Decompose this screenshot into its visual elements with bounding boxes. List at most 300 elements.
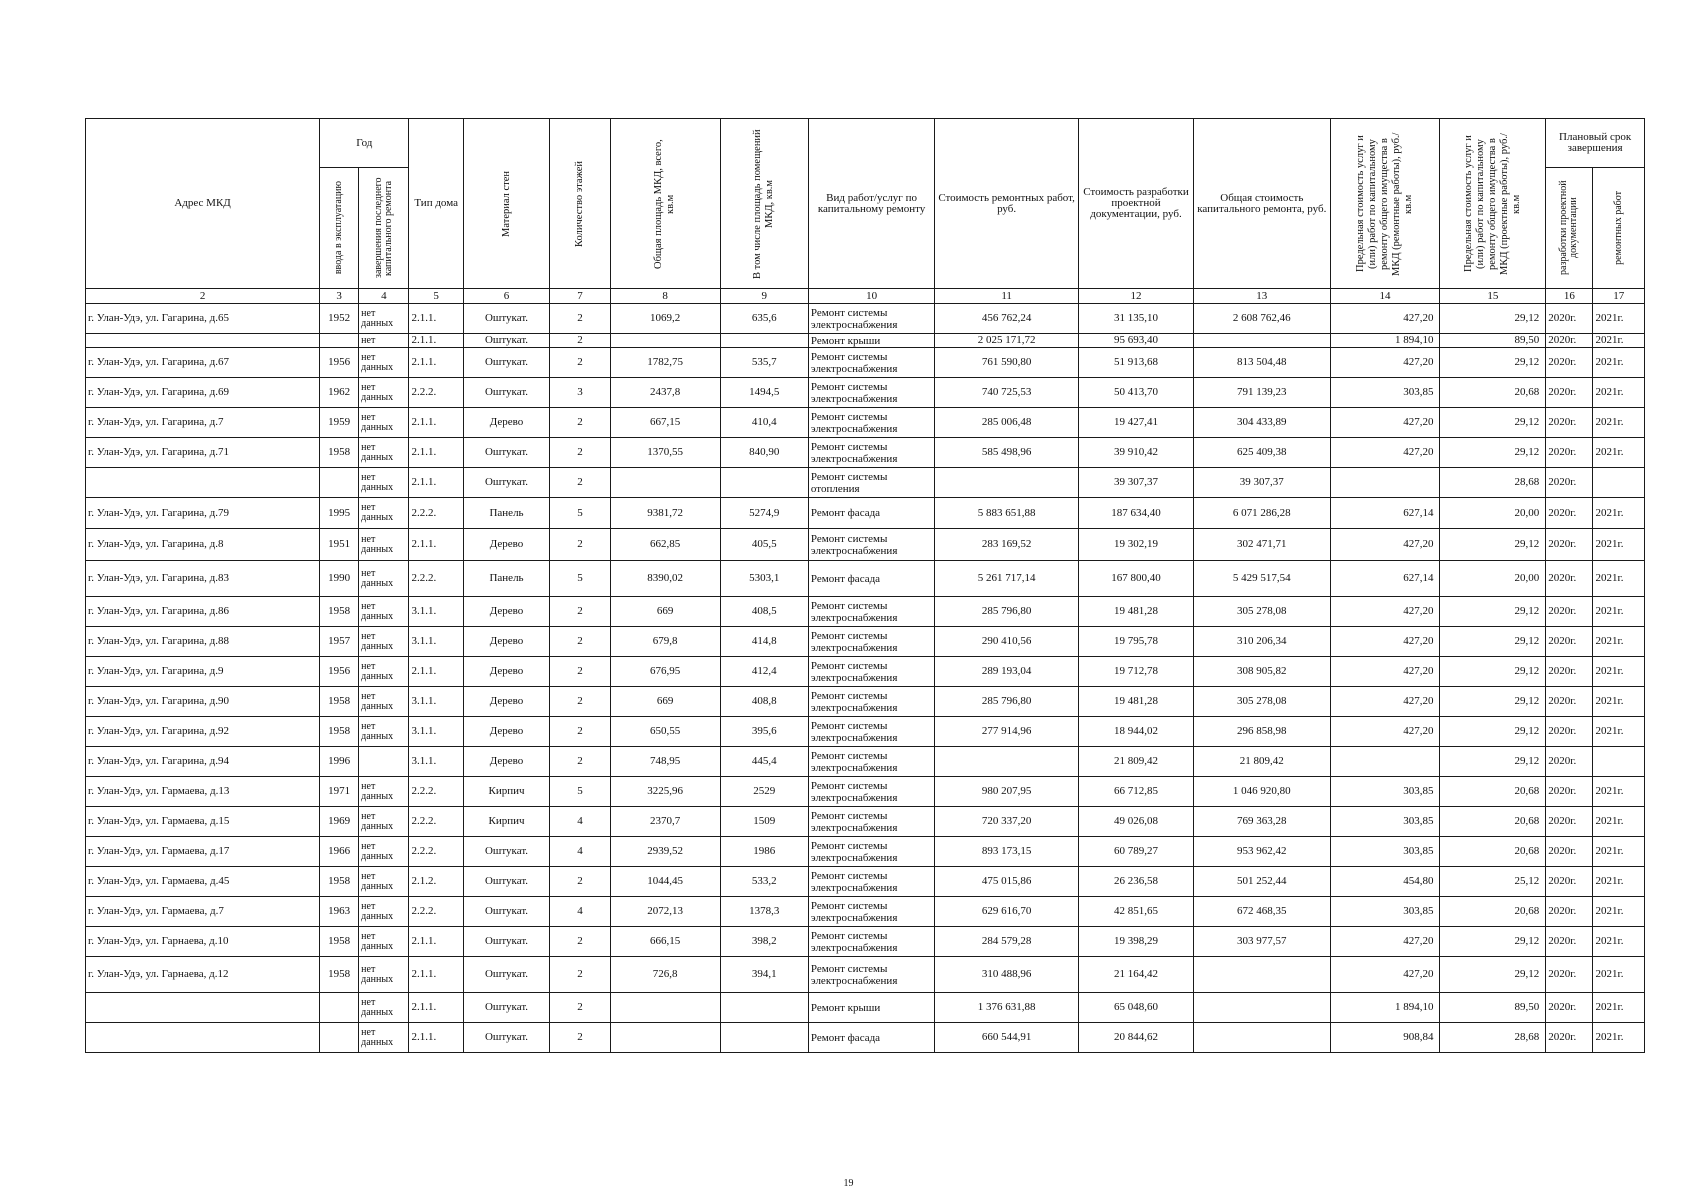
cell-limit-design: 29,12 — [1440, 627, 1546, 657]
cell-limit-design: 29,12 — [1440, 747, 1546, 777]
cell-plan-repair — [1593, 747, 1645, 777]
cell-total-area: 667,15 — [610, 408, 720, 438]
cell-design-cost: 60 789,27 — [1079, 837, 1194, 867]
cell-limit-repair: 303,85 — [1330, 777, 1440, 807]
cell-address — [86, 993, 320, 1023]
cell-wall-material: Оштукат. — [463, 468, 549, 498]
cell-address: г. Улан-Удэ, ул. Гармаева, д.13 — [86, 777, 320, 807]
cell-floors: 2 — [550, 957, 611, 993]
cell-wall-material: Оштукат. — [463, 837, 549, 867]
cell-repair-cost: 310 488,96 — [935, 957, 1079, 993]
cell-house-type: 2.1.1. — [409, 657, 463, 687]
cell-design-cost: 19 481,28 — [1079, 597, 1194, 627]
cell-floors: 2 — [550, 348, 611, 378]
col-room-area-header: В том числе площадь помещений МКД, кв.м — [720, 119, 808, 289]
cell-wall-material: Дерево — [463, 687, 549, 717]
cell-work-type: Ремонт системы электроснабжения — [808, 807, 934, 837]
cell-total-area: 669 — [610, 597, 720, 627]
cell-floors: 4 — [550, 807, 611, 837]
column-number-cell: 3 — [320, 289, 359, 304]
cell-plan-design: 2020г. — [1546, 837, 1593, 867]
col-limit-repair-header: Предельная стоимость услуг и (или) работ по капитальному ремонту общего имущества в МКД (ремонтные работы), руб./кв.м — [1330, 119, 1440, 289]
cell-year-commission: 1958 — [320, 717, 359, 747]
cell-total-cost: 303 977,57 — [1194, 927, 1331, 957]
cell-room-area — [720, 993, 808, 1023]
cell-total-area — [610, 993, 720, 1023]
cell-work-type: Ремонт системы электроснабжения — [808, 378, 934, 408]
cell-year-commission: 1958 — [320, 687, 359, 717]
cell-room-area: 412,4 — [720, 657, 808, 687]
col-address-header: Адрес МКД — [86, 119, 320, 289]
cell-limit-design: 29,12 — [1440, 687, 1546, 717]
cell-wall-material: Панель — [463, 498, 549, 529]
cell-year-commission: 1990 — [320, 561, 359, 597]
column-number-cell: 17 — [1593, 289, 1645, 304]
cell-house-type: 2.1.1. — [409, 927, 463, 957]
cell-wall-material: Оштукат. — [463, 378, 549, 408]
cell-total-area: 679,8 — [610, 627, 720, 657]
cell-room-area: 395,6 — [720, 717, 808, 747]
cell-limit-repair: 627,14 — [1330, 498, 1440, 529]
cell-plan-design: 2020г. — [1546, 717, 1593, 747]
cell-plan-repair: 2021г. — [1593, 927, 1645, 957]
cell-design-cost: 66 712,85 — [1079, 777, 1194, 807]
cell-room-area: 2529 — [720, 777, 808, 807]
cell-house-type: 2.1.1. — [409, 438, 463, 468]
cell-total-area: 662,85 — [610, 529, 720, 561]
cell-address: г. Улан-Удэ, ул. Гагарина, д.7 — [86, 408, 320, 438]
cell-total-cost: 305 278,08 — [1194, 597, 1331, 627]
cell-work-type: Ремонт системы электроснабжения — [808, 304, 934, 334]
cell-total-cost: 296 858,98 — [1194, 717, 1331, 747]
cell-wall-material: Дерево — [463, 717, 549, 747]
cell-floors: 2 — [550, 747, 611, 777]
column-number-cell: 9 — [720, 289, 808, 304]
table-row — [86, 1023, 1645, 1053]
cell-floors: 2 — [550, 597, 611, 627]
cell-work-type: Ремонт системы электроснабжения — [808, 529, 934, 561]
cell-year-commission: 1963 — [320, 897, 359, 927]
cell-plan-design: 2020г. — [1546, 304, 1593, 334]
cell-limit-design: 20,00 — [1440, 561, 1546, 597]
cell-house-type: 3.1.1. — [409, 687, 463, 717]
cell-floors: 2 — [550, 408, 611, 438]
cell-year-last-repair: нет данных — [359, 1023, 409, 1053]
cell-wall-material: Дерево — [463, 627, 549, 657]
cell-total-area: 1370,55 — [610, 438, 720, 468]
cell-work-type: Ремонт системы электроснабжения — [808, 597, 934, 627]
cell-plan-repair: 2021г. — [1593, 867, 1645, 897]
table-row — [86, 927, 1645, 957]
column-number-cell: 2 — [86, 289, 320, 304]
cell-repair-cost: 285 796,80 — [935, 597, 1079, 627]
cell-year-last-repair: нет данных — [359, 627, 409, 657]
column-numbers-row — [86, 289, 1645, 304]
cell-year-commission: 1952 — [320, 304, 359, 334]
cell-wall-material: Оштукат. — [463, 897, 549, 927]
cell-repair-cost: 283 169,52 — [935, 529, 1079, 561]
cell-limit-design: 20,68 — [1440, 897, 1546, 927]
cell-house-type: 2.1.1. — [409, 957, 463, 993]
col-house-type-header: Тип дома — [409, 119, 463, 289]
cell-repair-cost: 5 261 717,14 — [935, 561, 1079, 597]
cell-limit-design: 28,68 — [1440, 1023, 1546, 1053]
cell-total-cost: 1 046 920,80 — [1194, 777, 1331, 807]
cell-wall-material: Дерево — [463, 657, 549, 687]
cell-house-type: 2.1.1. — [409, 529, 463, 561]
cell-year-last-repair: нет данных — [359, 378, 409, 408]
cell-house-type: 3.1.1. — [409, 717, 463, 747]
cell-wall-material: Дерево — [463, 747, 549, 777]
table-row — [86, 777, 1645, 807]
table-row — [86, 993, 1645, 1023]
cell-total-cost — [1194, 1023, 1331, 1053]
cell-year-last-repair: нет данных — [359, 837, 409, 867]
cell-plan-design: 2020г. — [1546, 348, 1593, 378]
cell-floors: 2 — [550, 657, 611, 687]
cell-design-cost: 50 413,70 — [1079, 378, 1194, 408]
cell-floors: 2 — [550, 687, 611, 717]
cell-plan-repair: 2021г. — [1593, 529, 1645, 561]
cell-limit-repair: 303,85 — [1330, 837, 1440, 867]
cell-plan-design: 2020г. — [1546, 627, 1593, 657]
cell-total-cost: 39 307,37 — [1194, 468, 1331, 498]
cell-total-area: 2939,52 — [610, 837, 720, 867]
cell-limit-design: 20,68 — [1440, 807, 1546, 837]
cell-wall-material: Кирпич — [463, 807, 549, 837]
repair-plan-table — [85, 118, 1645, 1053]
cell-limit-repair — [1330, 747, 1440, 777]
table-row — [86, 657, 1645, 687]
table-row — [86, 529, 1645, 561]
cell-address: г. Улан-Удэ, ул. Гагарина, д.94 — [86, 747, 320, 777]
cell-address: г. Улан-Удэ, ул. Гармаева, д.45 — [86, 867, 320, 897]
cell-total-cost: 791 139,23 — [1194, 378, 1331, 408]
cell-room-area: 410,4 — [720, 408, 808, 438]
cell-total-cost: 625 409,38 — [1194, 438, 1331, 468]
cell-house-type: 2.2.2. — [409, 807, 463, 837]
column-number-cell: 8 — [610, 289, 720, 304]
cell-house-type: 2.2.2. — [409, 378, 463, 408]
cell-total-cost: 953 962,42 — [1194, 837, 1331, 867]
cell-total-area — [610, 334, 720, 348]
cell-year-last-repair: нет данных — [359, 687, 409, 717]
cell-design-cost: 39 307,37 — [1079, 468, 1194, 498]
col-year-last-repair-header: завершения последнего капитального ремонта — [359, 168, 409, 289]
cell-address: г. Улан-Удэ, ул. Гагарина, д.88 — [86, 627, 320, 657]
cell-repair-cost: 475 015,86 — [935, 867, 1079, 897]
cell-limit-repair: 303,85 — [1330, 807, 1440, 837]
cell-limit-design: 29,12 — [1440, 304, 1546, 334]
cell-year-commission: 1951 — [320, 529, 359, 561]
cell-total-cost: 769 363,28 — [1194, 807, 1331, 837]
cell-total-cost: 813 504,48 — [1194, 348, 1331, 378]
cell-limit-repair: 427,20 — [1330, 627, 1440, 657]
cell-limit-repair: 1 894,10 — [1330, 334, 1440, 348]
cell-floors: 2 — [550, 304, 611, 334]
cell-total-area: 3225,96 — [610, 777, 720, 807]
cell-limit-design: 29,12 — [1440, 927, 1546, 957]
cell-repair-cost: 629 616,70 — [935, 897, 1079, 927]
cell-floors: 2 — [550, 993, 611, 1023]
cell-address: г. Улан-Удэ, ул. Гагарина, д.71 — [86, 438, 320, 468]
cell-design-cost: 49 026,08 — [1079, 807, 1194, 837]
cell-year-commission: 1958 — [320, 438, 359, 468]
cell-year-commission: 1971 — [320, 777, 359, 807]
cell-limit-repair: 427,20 — [1330, 687, 1440, 717]
cell-address: г. Улан-Удэ, ул. Гарнаева, д.10 — [86, 927, 320, 957]
cell-plan-repair: 2021г. — [1593, 378, 1645, 408]
cell-total-cost: 6 071 286,28 — [1194, 498, 1331, 529]
cell-wall-material: Дерево — [463, 529, 549, 561]
column-number-cell: 15 — [1440, 289, 1546, 304]
cell-room-area — [720, 1023, 808, 1053]
cell-repair-cost: 284 579,28 — [935, 927, 1079, 957]
cell-total-cost: 501 252,44 — [1194, 867, 1331, 897]
cell-work-type: Ремонт системы электроснабжения — [808, 867, 934, 897]
cell-limit-repair: 303,85 — [1330, 897, 1440, 927]
table-row — [86, 717, 1645, 747]
cell-plan-repair: 2021г. — [1593, 837, 1645, 867]
cell-year-last-repair: нет данных — [359, 529, 409, 561]
cell-house-type: 2.1.1. — [409, 408, 463, 438]
cell-house-type: 2.1.1. — [409, 468, 463, 498]
header-row-1 — [86, 119, 1645, 168]
cell-room-area: 1509 — [720, 807, 808, 837]
cell-work-type: Ремонт системы электроснабжения — [808, 627, 934, 657]
cell-total-area: 2072,13 — [610, 897, 720, 927]
cell-repair-cost: 720 337,20 — [935, 807, 1079, 837]
cell-limit-repair: 303,85 — [1330, 378, 1440, 408]
cell-total-area: 1069,2 — [610, 304, 720, 334]
table-row — [86, 378, 1645, 408]
cell-total-area: 669 — [610, 687, 720, 717]
cell-total-cost: 21 809,42 — [1194, 747, 1331, 777]
cell-repair-cost: 1 376 631,88 — [935, 993, 1079, 1023]
table-row — [86, 561, 1645, 597]
cell-year-commission: 1969 — [320, 807, 359, 837]
cell-plan-design: 2020г. — [1546, 807, 1593, 837]
cell-floors: 2 — [550, 927, 611, 957]
cell-floors: 5 — [550, 498, 611, 529]
cell-year-last-repair: нет данных — [359, 597, 409, 627]
cell-year-commission: 1958 — [320, 927, 359, 957]
cell-work-type: Ремонт системы электроснабжения — [808, 837, 934, 867]
cell-design-cost: 21 164,42 — [1079, 957, 1194, 993]
cell-room-area: 635,6 — [720, 304, 808, 334]
cell-work-type: Ремонт системы электроснабжения — [808, 927, 934, 957]
cell-year-commission: 1957 — [320, 627, 359, 657]
cell-repair-cost: 585 498,96 — [935, 438, 1079, 468]
cell-limit-repair: 1 894,10 — [1330, 993, 1440, 1023]
table-row — [86, 627, 1645, 657]
cell-work-type: Ремонт фасада — [808, 1023, 934, 1053]
cell-design-cost: 26 236,58 — [1079, 867, 1194, 897]
col-design-cost-header: Стоимость разработки проектной документации, руб. — [1079, 119, 1194, 289]
cell-floors: 4 — [550, 837, 611, 867]
cell-design-cost: 21 809,42 — [1079, 747, 1194, 777]
cell-year-last-repair: нет данных — [359, 468, 409, 498]
cell-plan-design: 2020г. — [1546, 438, 1593, 468]
cell-plan-repair: 2021г. — [1593, 807, 1645, 837]
cell-plan-design: 2020г. — [1546, 993, 1593, 1023]
cell-limit-design: 20,68 — [1440, 837, 1546, 867]
cell-work-type: Ремонт системы электроснабжения — [808, 747, 934, 777]
cell-room-area: 408,8 — [720, 687, 808, 717]
cell-room-area: 408,5 — [720, 597, 808, 627]
cell-total-area: 1044,45 — [610, 867, 720, 897]
cell-floors: 5 — [550, 777, 611, 807]
cell-repair-cost: 5 883 651,88 — [935, 498, 1079, 529]
cell-year-last-repair: нет данных — [359, 657, 409, 687]
cell-plan-repair: 2021г. — [1593, 334, 1645, 348]
cell-year-commission — [320, 1023, 359, 1053]
cell-design-cost: 187 634,40 — [1079, 498, 1194, 529]
cell-work-type: Ремонт фасада — [808, 561, 934, 597]
cell-address: г. Улан-Удэ, ул. Гармаева, д.7 — [86, 897, 320, 927]
cell-year-last-repair: нет — [359, 334, 409, 348]
cell-limit-design: 20,00 — [1440, 498, 1546, 529]
cell-plan-design: 2020г. — [1546, 897, 1593, 927]
cell-year-commission — [320, 334, 359, 348]
table-row — [86, 438, 1645, 468]
table-row — [86, 957, 1645, 993]
cell-address: г. Улан-Удэ, ул. Гагарина, д.67 — [86, 348, 320, 378]
cell-floors: 2 — [550, 1023, 611, 1053]
cell-house-type: 3.1.1. — [409, 597, 463, 627]
cell-design-cost: 51 913,68 — [1079, 348, 1194, 378]
cell-plan-repair: 2021г. — [1593, 627, 1645, 657]
cell-repair-cost: 761 590,80 — [935, 348, 1079, 378]
cell-plan-design: 2020г. — [1546, 334, 1593, 348]
cell-work-type: Ремонт системы электроснабжения — [808, 348, 934, 378]
cell-address: г. Улан-Удэ, ул. Гагарина, д.90 — [86, 687, 320, 717]
cell-year-commission: 1966 — [320, 837, 359, 867]
table-body — [86, 304, 1645, 1053]
cell-limit-design: 29,12 — [1440, 529, 1546, 561]
cell-plan-repair: 2021г. — [1593, 687, 1645, 717]
table-row — [86, 468, 1645, 498]
cell-work-type: Ремонт системы электроснабжения — [808, 957, 934, 993]
cell-total-area: 1782,75 — [610, 348, 720, 378]
cell-plan-repair: 2021г. — [1593, 897, 1645, 927]
cell-plan-design: 2020г. — [1546, 561, 1593, 597]
cell-total-area: 2370,7 — [610, 807, 720, 837]
cell-total-area: 8390,02 — [610, 561, 720, 597]
col-total-area-header: Общая площадь МКД, всего, кв.м — [610, 119, 720, 289]
cell-address: г. Улан-Удэ, ул. Гагарина, д.79 — [86, 498, 320, 529]
cell-limit-design: 89,50 — [1440, 334, 1546, 348]
cell-plan-design: 2020г. — [1546, 468, 1593, 498]
cell-work-type: Ремонт системы электроснабжения — [808, 897, 934, 927]
page-number: 19 — [843, 1178, 854, 1189]
col-plan-repair-header: ремонтных работ — [1593, 168, 1645, 289]
cell-house-type: 2.2.2. — [409, 777, 463, 807]
cell-plan-repair: 2021г. — [1593, 498, 1645, 529]
cell-wall-material: Оштукат. — [463, 334, 549, 348]
cell-address: г. Улан-Удэ, ул. Гармаева, д.17 — [86, 837, 320, 867]
cell-year-commission: 1995 — [320, 498, 359, 529]
cell-plan-repair: 2021г. — [1593, 717, 1645, 747]
cell-plan-repair: 2021г. — [1593, 408, 1645, 438]
cell-address: г. Улан-Удэ, ул. Гагарина, д.8 — [86, 529, 320, 561]
cell-plan-design: 2020г. — [1546, 378, 1593, 408]
cell-year-last-repair: нет данных — [359, 927, 409, 957]
cell-house-type: 2.2.2. — [409, 837, 463, 867]
cell-year-last-repair: нет данных — [359, 304, 409, 334]
col-plan-design-header: разработки проектной документации — [1546, 168, 1593, 289]
cell-limit-repair: 427,20 — [1330, 717, 1440, 747]
cell-year-last-repair: нет данных — [359, 777, 409, 807]
cell-room-area: 1986 — [720, 837, 808, 867]
cell-year-commission — [320, 468, 359, 498]
cell-plan-design: 2020г. — [1546, 777, 1593, 807]
column-number-cell: 14 — [1330, 289, 1440, 304]
table-row — [86, 498, 1645, 529]
cell-floors: 2 — [550, 529, 611, 561]
cell-year-last-repair: нет данных — [359, 438, 409, 468]
cell-floors: 2 — [550, 438, 611, 468]
cell-design-cost: 19 481,28 — [1079, 687, 1194, 717]
table-row — [86, 334, 1645, 348]
cell-limit-repair: 627,14 — [1330, 561, 1440, 597]
table-row — [86, 867, 1645, 897]
cell-work-type: Ремонт фасада — [808, 498, 934, 529]
cell-work-type: Ремонт системы электроснабжения — [808, 777, 934, 807]
cell-limit-design: 25,12 — [1440, 867, 1546, 897]
cell-design-cost: 31 135,10 — [1079, 304, 1194, 334]
cell-plan-design: 2020г. — [1546, 597, 1593, 627]
cell-design-cost: 19 427,41 — [1079, 408, 1194, 438]
cell-limit-design: 89,50 — [1440, 993, 1546, 1023]
cell-work-type: Ремонт системы электроснабжения — [808, 717, 934, 747]
cell-design-cost: 167 800,40 — [1079, 561, 1194, 597]
cell-limit-design: 29,12 — [1440, 408, 1546, 438]
cell-house-type: 3.1.1. — [409, 627, 463, 657]
cell-plan-design: 2020г. — [1546, 498, 1593, 529]
cell-total-cost: 672 468,35 — [1194, 897, 1331, 927]
col-year-group-header: Год — [320, 119, 409, 168]
cell-work-type: Ремонт системы отопления — [808, 468, 934, 498]
cell-room-area: 1378,3 — [720, 897, 808, 927]
cell-room-area: 840,90 — [720, 438, 808, 468]
table-row — [86, 687, 1645, 717]
cell-floors: 5 — [550, 561, 611, 597]
column-number-cell: 10 — [808, 289, 934, 304]
cell-room-area: 5274,9 — [720, 498, 808, 529]
cell-limit-repair: 454,80 — [1330, 867, 1440, 897]
col-floors-header: Количество этажей — [550, 119, 611, 289]
cell-plan-design: 2020г. — [1546, 927, 1593, 957]
cell-year-last-repair: нет данных — [359, 717, 409, 747]
column-number-cell: 5 — [409, 289, 463, 304]
cell-plan-repair: 2021г. — [1593, 993, 1645, 1023]
col-total-cost-header: Общая стоимость капитального ремонта, руб. — [1194, 119, 1331, 289]
cell-year-last-repair: нет данных — [359, 561, 409, 597]
cell-total-cost: 302 471,71 — [1194, 529, 1331, 561]
cell-plan-design: 2020г. — [1546, 747, 1593, 777]
cell-plan-repair: 2021г. — [1593, 777, 1645, 807]
cell-limit-repair: 427,20 — [1330, 957, 1440, 993]
column-number-cell: 7 — [550, 289, 611, 304]
cell-repair-cost: 893 173,15 — [935, 837, 1079, 867]
cell-house-type: 2.2.2. — [409, 561, 463, 597]
cell-repair-cost: 980 207,95 — [935, 777, 1079, 807]
cell-plan-design: 2020г. — [1546, 1023, 1593, 1053]
cell-design-cost: 95 693,40 — [1079, 334, 1194, 348]
col-wall-material-header: Материал стен — [463, 119, 549, 289]
col-repair-cost-header: Стоимость ремонтных работ, руб. — [935, 119, 1079, 289]
